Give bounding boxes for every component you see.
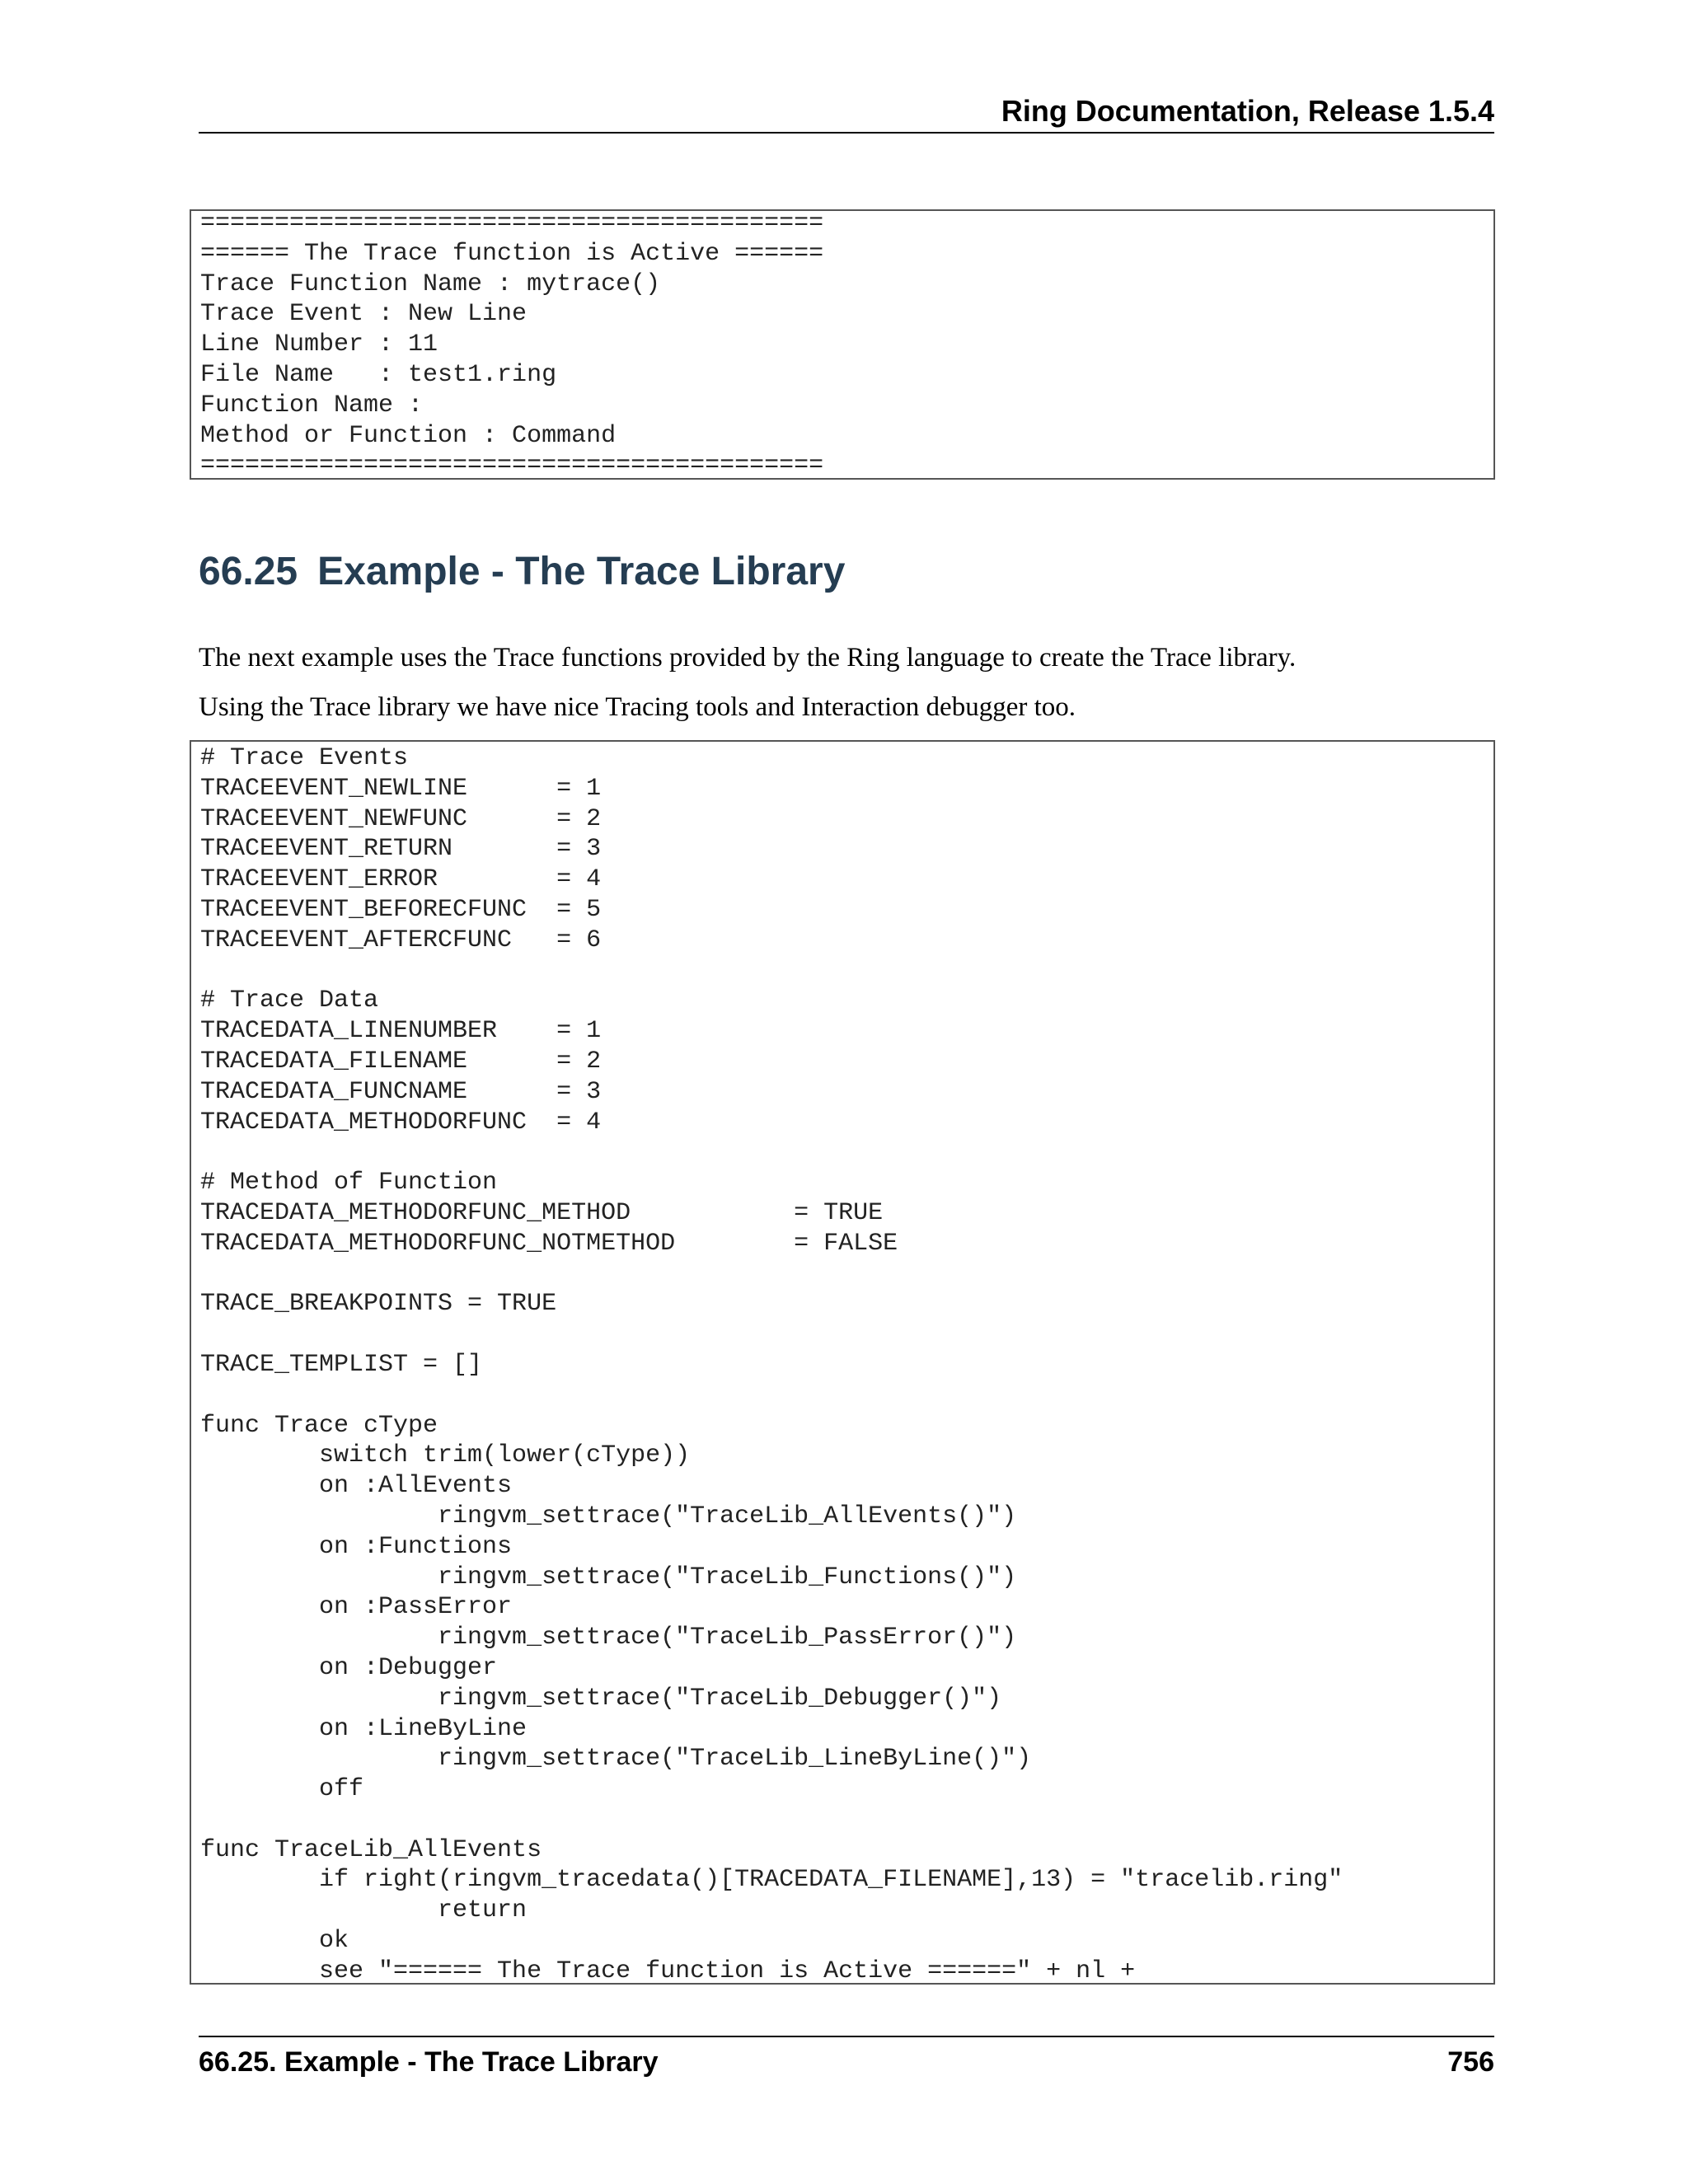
output-line: ====== The Trace function is Active ====== xyxy=(200,239,824,268)
code-line: switch trim(lower(cType)) xyxy=(200,1441,691,1470)
code-line: TRACEDATA_METHODORFUNC_NOTMETHOD = FALSE xyxy=(200,1229,898,1258)
code-line: # Trace Events xyxy=(200,744,409,772)
code-line: TRACEDATA_FUNCNAME = 3 xyxy=(200,1077,602,1106)
code-line: TRACEEVENT_AFTERCFUNC = 6 xyxy=(200,926,602,954)
code-line: TRACE_TEMPLIST = [] xyxy=(200,1350,483,1379)
code-line: return xyxy=(200,1896,528,1925)
code-line: func TraceLib_AllEvents xyxy=(200,1835,542,1864)
output-line: ========================================== xyxy=(200,209,824,237)
code-line: on :Functions xyxy=(200,1532,513,1561)
code-line: TRACEDATA_METHODORFUNC_METHOD = TRUE xyxy=(200,1198,884,1227)
section-number: 66.25 xyxy=(199,550,298,593)
code-line: on :Debugger xyxy=(200,1653,498,1682)
trace-library-code-text xyxy=(200,743,1493,1985)
intro-paragraph: The next example uses the Trace functions provided by the Ring language to create the Trace library. xyxy=(199,643,1296,673)
output-line: Trace Function Name : mytrace() xyxy=(200,269,661,298)
code-line: TRACEDATA_FILENAME = 2 xyxy=(200,1047,602,1076)
output-line: Function Name : xyxy=(200,391,424,419)
section-heading xyxy=(199,547,845,597)
code-line: func Trace cType xyxy=(200,1411,438,1440)
page-header xyxy=(199,91,1494,134)
page-number: 756 xyxy=(1447,2046,1494,2078)
code-line: TRACEEVENT_BEFORECFUNC = 5 xyxy=(200,895,602,924)
footer-section-label: 66.25. Example - The Trace Library xyxy=(199,2046,659,2078)
output-line: Line Number : 11 xyxy=(200,330,438,359)
code-line: ringvm_settrace("TraceLib_Functions()") xyxy=(200,1563,1017,1591)
code-line: ringvm_settrace("TraceLib_AllEvents()") xyxy=(200,1502,1017,1530)
code-line: TRACEEVENT_NEWLINE = 1 xyxy=(200,774,602,803)
code-line: TRACE_BREAKPOINTS = TRUE xyxy=(200,1290,557,1319)
trace-library-code-block xyxy=(190,740,1495,1985)
code-line: TRACEDATA_LINENUMBER = 1 xyxy=(200,1017,602,1046)
code-line: TRACEEVENT_NEWFUNC = 2 xyxy=(200,804,602,833)
code-line: TRACEEVENT_RETURN = 3 xyxy=(200,835,602,864)
trace-output-block xyxy=(190,209,1495,480)
code-line: TRACEEVENT_ERROR = 4 xyxy=(200,865,602,894)
document-title: Ring Documentation, Release 1.5.4 xyxy=(1001,94,1494,128)
code-line: TRACEDATA_METHODORFUNC = 4 xyxy=(200,1108,602,1137)
page-footer xyxy=(199,2036,1494,2087)
section-title: Example - The Trace Library xyxy=(317,550,846,593)
code-line: off xyxy=(200,1775,364,1804)
code-line: on :AllEvents xyxy=(200,1472,513,1501)
code-line: ringvm_settrace("TraceLib_Debugger()") xyxy=(200,1684,1002,1713)
output-line: ========================================== xyxy=(200,452,824,480)
code-line: on :PassError xyxy=(200,1593,513,1622)
code-line: ok xyxy=(200,1927,349,1956)
output-line: Method or Function : Command xyxy=(200,421,617,450)
output-line: File Name : test1.ring xyxy=(200,360,557,389)
intro-paragraph-2: Using the Trace library we have nice Tracing tools and Interaction debugger too. xyxy=(199,692,1076,722)
code-line: # Method of Function xyxy=(200,1169,498,1197)
code-line: ringvm_settrace("TraceLib_LineByLine()") xyxy=(200,1745,1032,1774)
code-line: if right(ringvm_tracedata()[TRACEDATA_FILENAME],13) = "tracelib.ring" xyxy=(200,1866,1343,1895)
output-line: Trace Event : New Line xyxy=(200,300,528,329)
trace-output-text xyxy=(200,209,1493,480)
code-line: ringvm_settrace("TraceLib_PassError()") xyxy=(200,1624,1017,1652)
code-line: on :LineByLine xyxy=(200,1714,528,1743)
code-line: see "====== The Trace function is Active ======" + nl + xyxy=(200,1957,1136,1985)
code-line: # Trace Data xyxy=(200,987,379,1015)
